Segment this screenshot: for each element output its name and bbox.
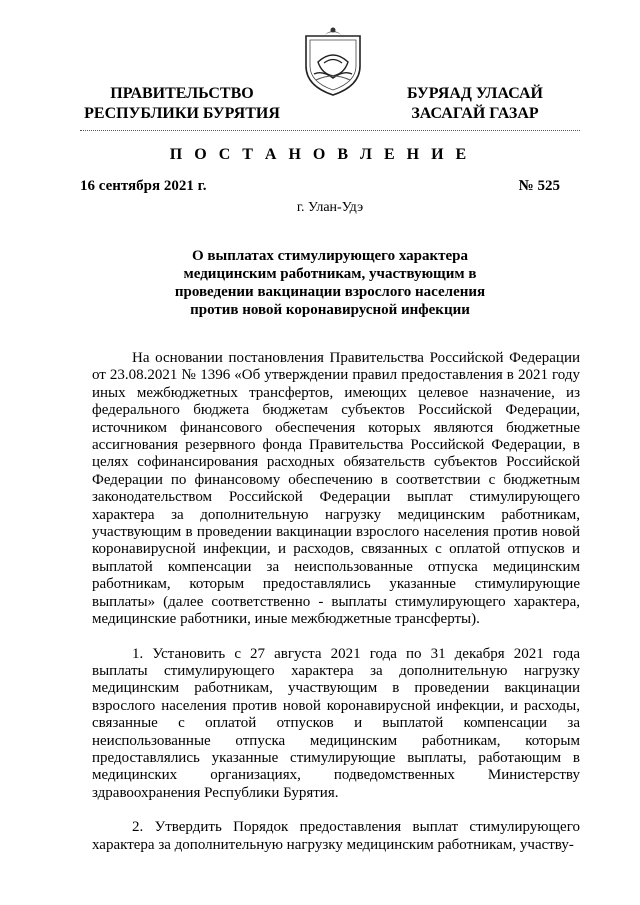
government-name-buryat <box>390 84 560 124</box>
government-name-russian-line1: ПРАВИТЕЛЬСТВО <box>110 85 254 102</box>
government-name-buryat-line2: ЗАСАГАЙ ГАЗАР <box>411 105 539 122</box>
government-name-russian <box>82 84 282 124</box>
document-body <box>92 350 580 871</box>
government-name-buryat-line1: БУРЯАД УЛАСАЙ <box>407 85 543 102</box>
coat-of-arms-icon <box>300 22 366 98</box>
document-number: № 525 <box>518 178 560 194</box>
document-title-line: медицинским работникам, участвующим в <box>183 266 477 282</box>
clause-2-paragraph: 2. Утвердить Порядок предоставления выплат стимулирующего характера за дополнительную нагрузку медицинским работникам, участву- <box>92 819 580 853</box>
clause-1-paragraph: 1. Установить с 27 августа 2021 года по 31 декабря 2021 года выплаты стимулирующего характера за дополнительную нагрузку медицинским работникам, участвующим в проведении вакцинации взрослого населения против новой коронавирусной инфекции, и расходы, связанные с оплатой отпусков и выплатой компенсации за неиспользованные отпуска медицинским работникам, которым предоставлялись указанные стимулирующие выплаты, работающим в медицинских организациях, подведомственных Министерству здравоохранения Республики Бурятия. <box>92 645 580 801</box>
document-title-line: проведении вакцинации взрослого населения <box>174 284 486 300</box>
document-city: г. Улан-Удэ <box>296 200 364 215</box>
government-name-russian-line2: РЕСПУБЛИКИ БУРЯТИЯ <box>84 105 280 122</box>
document-title-line: О выплатах стимулирующего характера <box>191 248 469 264</box>
document-date: 16 сентября 2021 г. <box>80 178 207 194</box>
document-title <box>150 247 510 319</box>
header-divider <box>80 130 580 131</box>
document-type: П О С Т А Н О В Л Е Н И Е <box>169 146 471 163</box>
preamble-paragraph: На основании постановления Правительства Российской Федерации от 23.08.2021 № 1396 «Об утверждении правил предоставления в 2021 году иных межбюджетных трансфертов, имеющих целевое назначение, из федерального бюджета бюджетам субъектов Российской Федерации, источником финансового обеспечения которых являются бюджетные ассигнования резервного фонда Правительства Российской Федерации, в целях софинансирования расходных обязательств субъектов Российской Федерации по финансовому обеспечению в соответствии с бюджетным законодательством Российской Федерации выплат стимулирующего характера за дополнительную нагрузку медицинским работникам, участвующим в проведении вакцинации взрослого населения против новой коронавирусной инфекции, и расходов, связанных с оплатой отпусков и выплатой компенсации за неиспользованные отпуска медицинским работникам, которым предоставлялись указанные стимулирующие выплаты» (далее соответственно - выплаты стимулирующего характера, медицинские работники, иные межбюджетные трансферты). <box>92 350 580 628</box>
document-title-line: против новой коронавирусной инфекции <box>190 302 470 318</box>
